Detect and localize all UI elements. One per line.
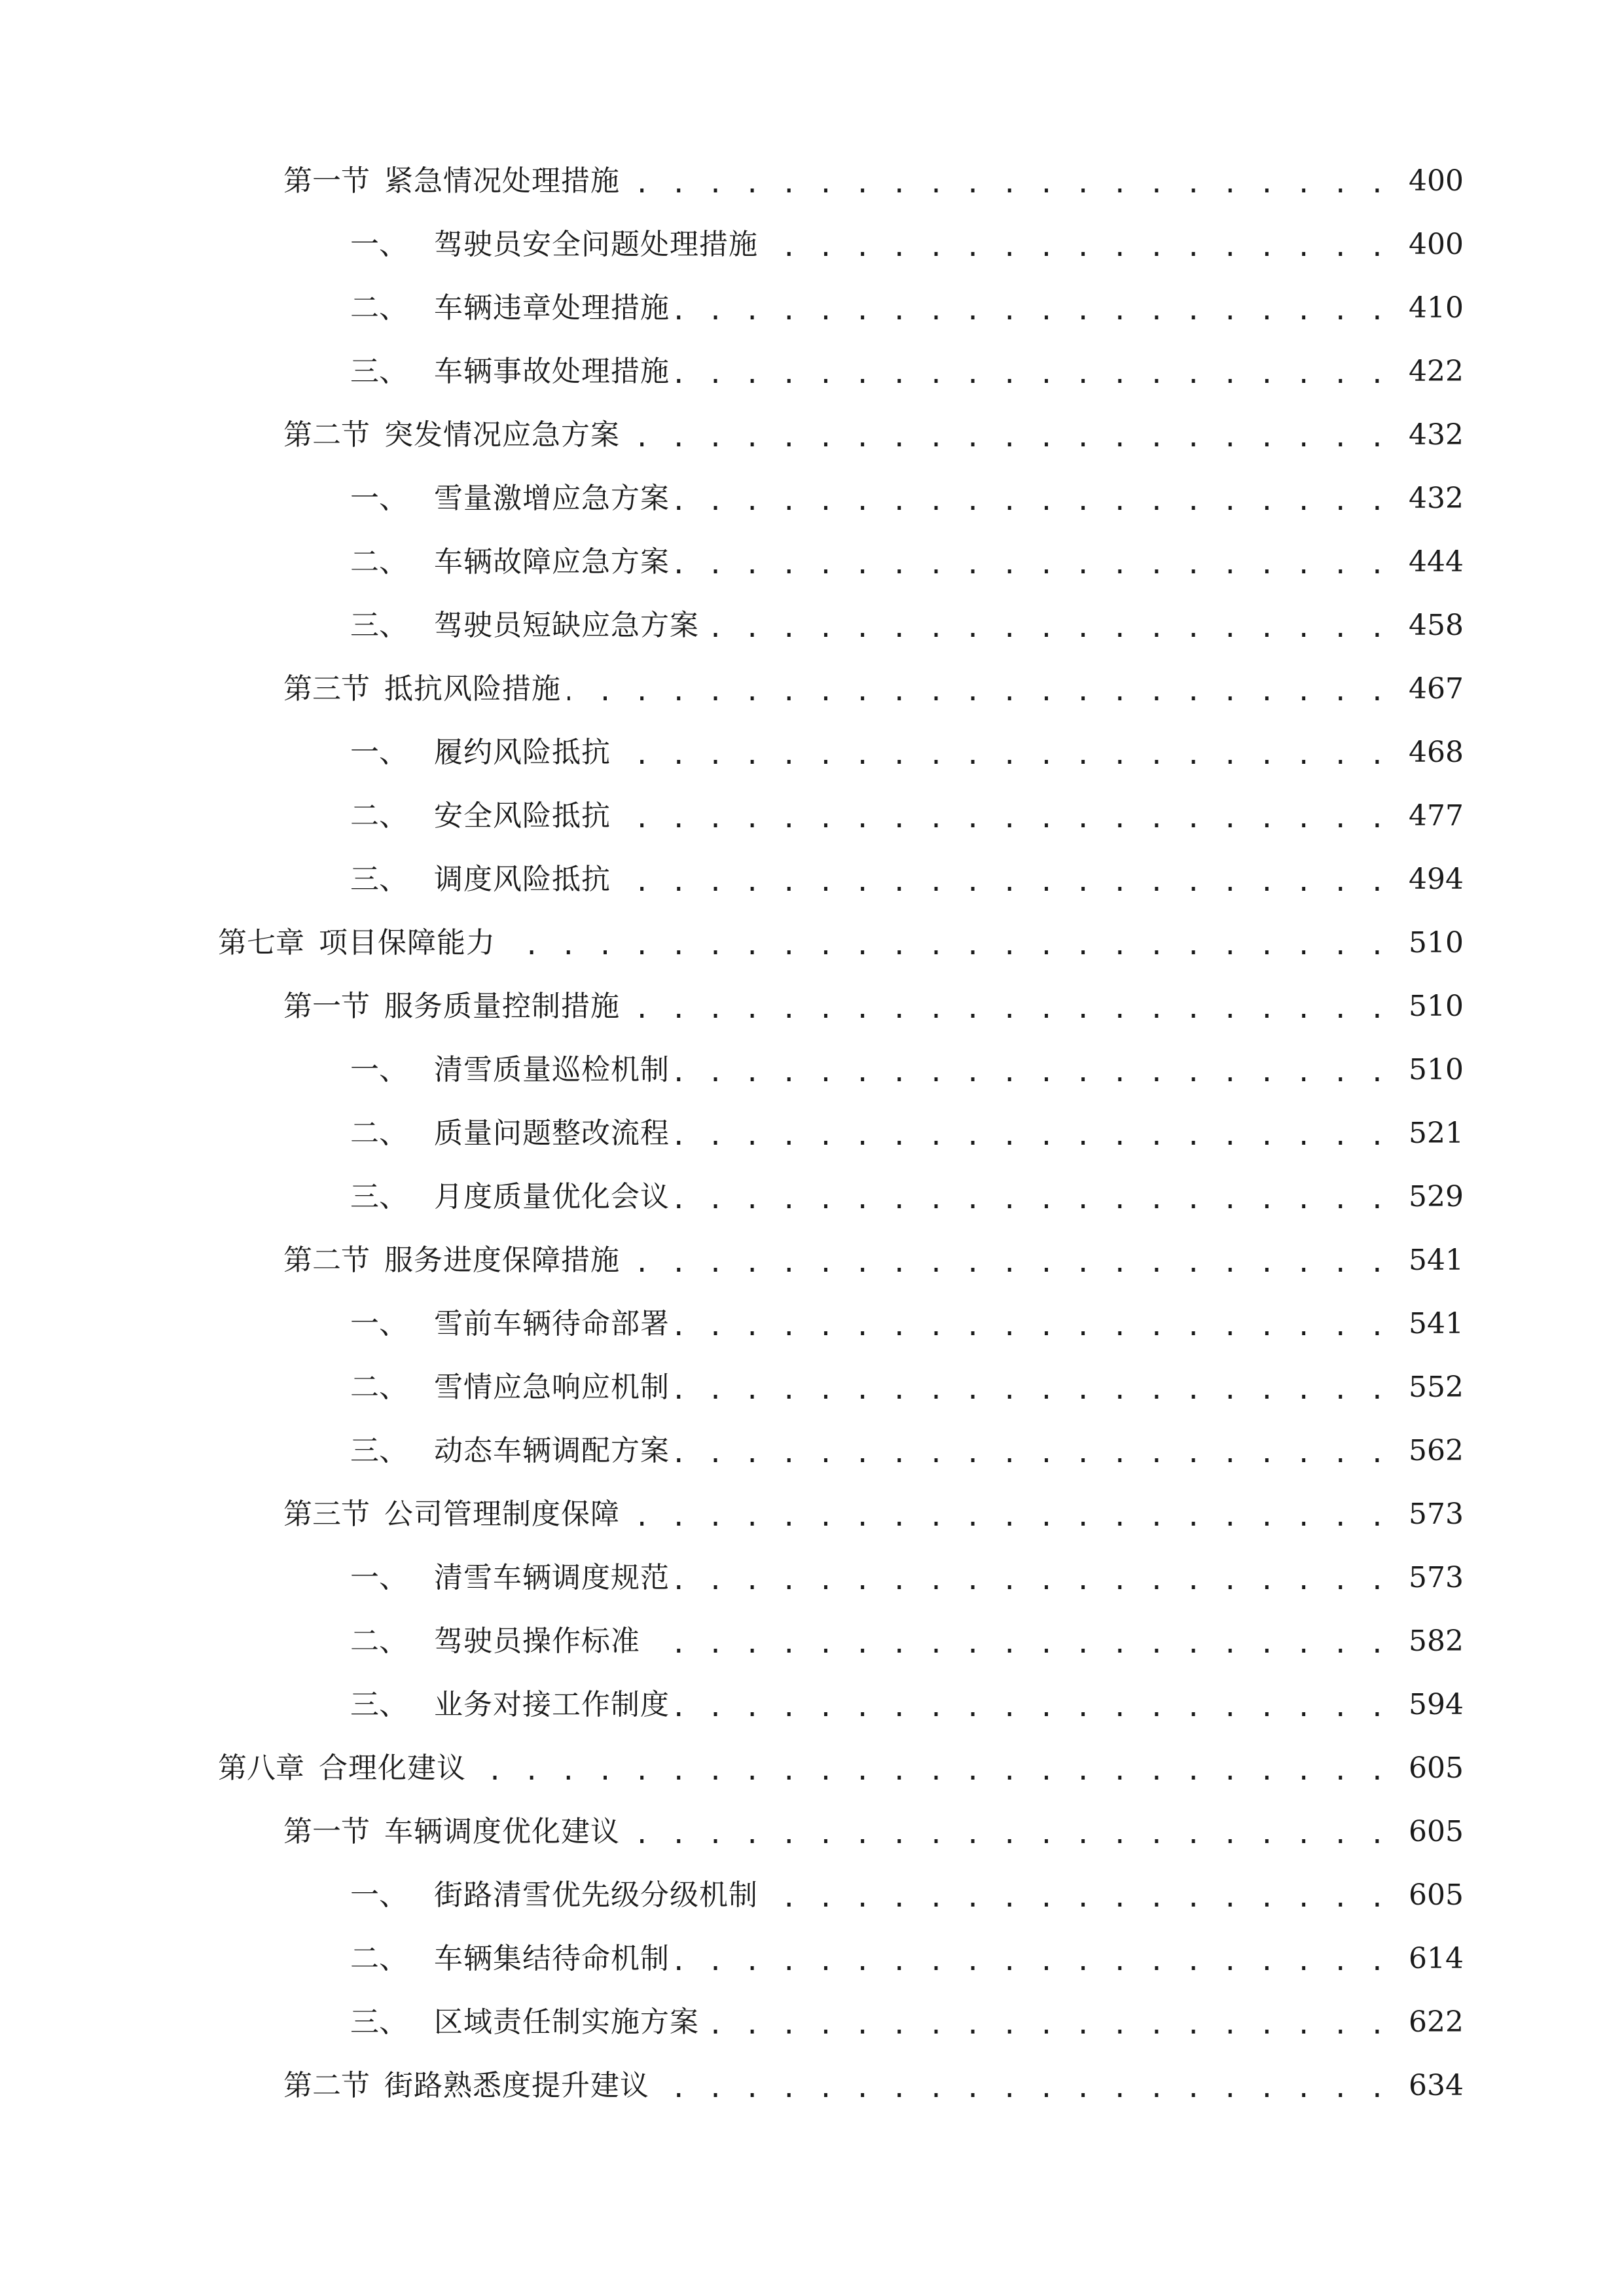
toc-section-entry[interactable] bbox=[0, 1800, 1624, 1863]
toc-page-number: 634 bbox=[1409, 2068, 1464, 2102]
toc-dot-leader bbox=[676, 1377, 1388, 1406]
toc-dot-leader bbox=[626, 425, 1388, 454]
toc-dot-leader bbox=[676, 1441, 1388, 1469]
toc-page-number: 605 bbox=[1409, 1751, 1464, 1785]
toc-entry-title: 车辆事故处理措施 bbox=[434, 354, 670, 388]
toc-page-number: 510 bbox=[1409, 989, 1464, 1023]
toc-dot-leader bbox=[676, 1123, 1388, 1152]
toc-page-number: 467 bbox=[1409, 672, 1464, 706]
toc-item-entry[interactable] bbox=[0, 276, 1624, 340]
toc-entry-title: 街路清雪优先级分级机制 bbox=[434, 1878, 758, 1912]
toc-entry-title: 合理化建议 bbox=[319, 1751, 466, 1785]
toc-entry-number: 第三节 bbox=[283, 1497, 370, 1531]
toc-entry-number: 第二节 bbox=[283, 1243, 370, 1277]
toc-dot-leader bbox=[568, 679, 1388, 708]
toc-entry-title: 月度质量优化会议 bbox=[434, 1179, 670, 1213]
toc-entry-title: 车辆集结待命机制 bbox=[434, 1941, 670, 1975]
toc-page-number: 422 bbox=[1409, 354, 1464, 388]
toc-entry-number: 三、 bbox=[350, 862, 408, 896]
toc-entry-number: 第二节 bbox=[283, 418, 370, 452]
toc-entry-number: 三、 bbox=[350, 1433, 408, 1467]
toc-dot-leader bbox=[676, 1568, 1388, 1596]
toc-page-number: 477 bbox=[1409, 798, 1464, 833]
toc-item-entry[interactable] bbox=[0, 594, 1624, 657]
toc-entry-title: 动态车辆调配方案 bbox=[434, 1433, 670, 1467]
toc-dot-leader bbox=[676, 298, 1388, 327]
toc-chapter-entry[interactable] bbox=[0, 1736, 1624, 1800]
toc-entry-title: 紧急情况处理措施 bbox=[384, 164, 620, 198]
toc-entry-number: 二、 bbox=[350, 545, 408, 579]
toc-entry-title: 业务对接工作制度 bbox=[434, 1687, 670, 1721]
toc-entry-title: 清雪车辆调度规范 bbox=[434, 1560, 670, 1594]
toc-item-entry[interactable] bbox=[0, 1292, 1624, 1355]
toc-item-entry[interactable] bbox=[0, 467, 1624, 530]
toc-dot-leader bbox=[626, 1821, 1388, 1850]
toc-page-number: 510 bbox=[1409, 925, 1464, 960]
toc-entry-number: 三、 bbox=[350, 354, 408, 388]
toc-entry-title: 突发情况应急方案 bbox=[384, 418, 620, 452]
toc-page-number: 562 bbox=[1409, 1433, 1464, 1467]
toc-page-number: 521 bbox=[1409, 1116, 1464, 1150]
toc-entry-title: 区域责任制实施方案 bbox=[434, 2005, 699, 2039]
toc-section-entry[interactable] bbox=[0, 149, 1624, 213]
toc-entry-number: 三、 bbox=[350, 608, 408, 642]
table-of-contents bbox=[0, 149, 1624, 2117]
toc-entry-title: 车辆故障应急方案 bbox=[434, 545, 670, 579]
toc-dot-leader bbox=[706, 2012, 1388, 2041]
toc-entry-title: 雪量激增应急方案 bbox=[434, 481, 670, 515]
toc-entry-title: 车辆违章处理措施 bbox=[434, 291, 670, 325]
toc-entry-number: 第七章 bbox=[218, 925, 304, 960]
toc-dot-leader bbox=[473, 1758, 1388, 1787]
toc-page-number: 494 bbox=[1409, 862, 1464, 896]
toc-item-entry[interactable] bbox=[0, 848, 1624, 911]
toc-page-number: 510 bbox=[1409, 1052, 1464, 1086]
toc-page-number: 622 bbox=[1409, 2005, 1464, 2039]
toc-item-entry[interactable] bbox=[0, 1165, 1624, 1229]
toc-dot-leader bbox=[617, 742, 1388, 771]
toc-item-entry[interactable] bbox=[0, 721, 1624, 784]
toc-entry-title: 安全风险抵抗 bbox=[434, 798, 611, 833]
toc-dot-leader bbox=[502, 933, 1388, 961]
toc-page-number: 594 bbox=[1409, 1687, 1464, 1721]
toc-section-entry[interactable] bbox=[0, 657, 1624, 721]
toc-entry-number: 三、 bbox=[350, 2005, 408, 2039]
toc-entry-number: 一、 bbox=[350, 1306, 408, 1340]
toc-item-entry[interactable] bbox=[0, 1102, 1624, 1165]
toc-item-entry[interactable] bbox=[0, 530, 1624, 594]
toc-section-entry[interactable] bbox=[0, 2054, 1624, 2117]
toc-entry-number: 二、 bbox=[350, 1624, 408, 1658]
toc-dot-leader bbox=[617, 869, 1388, 898]
toc-page-number: 573 bbox=[1409, 1497, 1464, 1531]
toc-entry-title: 雪前车辆待命部署 bbox=[434, 1306, 670, 1340]
toc-page-number: 432 bbox=[1409, 481, 1464, 515]
toc-entry-number: 二、 bbox=[350, 1370, 408, 1404]
toc-chapter-entry[interactable] bbox=[0, 911, 1624, 975]
toc-item-entry[interactable] bbox=[0, 1990, 1624, 2054]
toc-entry-number: 第二节 bbox=[283, 2068, 370, 2102]
toc-page-number: 468 bbox=[1409, 735, 1464, 769]
toc-entry-title: 驾驶员安全问题处理措施 bbox=[434, 227, 758, 261]
toc-entry-number: 一、 bbox=[350, 735, 408, 769]
toc-page-number: 400 bbox=[1409, 164, 1464, 198]
toc-entry-number: 一、 bbox=[350, 1560, 408, 1594]
toc-dot-leader bbox=[676, 1187, 1388, 1215]
toc-item-entry[interactable] bbox=[0, 784, 1624, 848]
toc-item-entry[interactable] bbox=[0, 340, 1624, 403]
toc-page-number: 410 bbox=[1409, 291, 1464, 325]
toc-entry-number: 一、 bbox=[350, 1052, 408, 1086]
toc-entry-number: 三、 bbox=[350, 1179, 408, 1213]
toc-dot-leader bbox=[765, 234, 1388, 263]
toc-page-number: 541 bbox=[1409, 1306, 1464, 1340]
toc-page-number: 444 bbox=[1409, 545, 1464, 579]
toc-entry-number: 第一节 bbox=[283, 1814, 370, 1848]
toc-entry-number: 一、 bbox=[350, 227, 408, 261]
toc-dot-leader bbox=[676, 361, 1388, 390]
toc-entry-title: 驾驶员操作标准 bbox=[434, 1624, 640, 1658]
toc-dot-leader bbox=[647, 1631, 1388, 1660]
toc-page-number: 573 bbox=[1409, 1560, 1464, 1594]
toc-dot-leader bbox=[617, 806, 1388, 834]
toc-item-entry[interactable] bbox=[0, 213, 1624, 276]
toc-item-entry[interactable] bbox=[0, 1038, 1624, 1102]
toc-page-number: 552 bbox=[1409, 1370, 1464, 1404]
toc-entry-title: 服务质量控制措施 bbox=[384, 989, 620, 1023]
toc-dot-leader bbox=[676, 552, 1388, 581]
toc-dot-leader bbox=[626, 996, 1388, 1025]
toc-entry-title: 清雪质量巡检机制 bbox=[434, 1052, 670, 1086]
toc-item-entry[interactable] bbox=[0, 1355, 1624, 1419]
toc-section-entry[interactable] bbox=[0, 975, 1624, 1038]
toc-entry-title: 服务进度保障措施 bbox=[384, 1243, 620, 1277]
toc-item-entry[interactable] bbox=[0, 1927, 1624, 1990]
toc-entry-title: 街路熟悉度提升建议 bbox=[384, 2068, 649, 2102]
toc-dot-leader bbox=[626, 171, 1388, 200]
toc-entry-title: 抵抗风险措施 bbox=[384, 672, 561, 706]
toc-item-entry[interactable] bbox=[0, 1673, 1624, 1736]
toc-dot-leader bbox=[626, 1504, 1388, 1533]
toc-entry-title: 质量问题整改流程 bbox=[434, 1116, 670, 1150]
toc-entry-number: 第一节 bbox=[283, 989, 370, 1023]
toc-dot-leader bbox=[676, 1314, 1388, 1342]
toc-entry-number: 三、 bbox=[350, 1687, 408, 1721]
toc-page-number: 605 bbox=[1409, 1814, 1464, 1848]
toc-page-number: 400 bbox=[1409, 227, 1464, 261]
toc-dot-leader bbox=[626, 1250, 1388, 1279]
toc-entry-number: 第一节 bbox=[283, 164, 370, 198]
toc-entry-number: 一、 bbox=[350, 481, 408, 515]
toc-entry-number: 二、 bbox=[350, 1941, 408, 1975]
toc-entry-number: 第八章 bbox=[218, 1751, 304, 1785]
toc-entry-number: 第三节 bbox=[283, 672, 370, 706]
toc-section-entry[interactable] bbox=[0, 1229, 1624, 1292]
toc-page-number: 458 bbox=[1409, 608, 1464, 642]
toc-item-entry[interactable] bbox=[0, 1863, 1624, 1927]
toc-item-entry[interactable] bbox=[0, 1419, 1624, 1482]
toc-dot-leader bbox=[656, 2075, 1388, 2104]
toc-section-entry[interactable] bbox=[0, 403, 1624, 467]
toc-page-number: 432 bbox=[1409, 418, 1464, 452]
toc-entry-title: 项目保障能力 bbox=[319, 925, 496, 960]
toc-page-number: 614 bbox=[1409, 1941, 1464, 1975]
toc-page-number: 541 bbox=[1409, 1243, 1464, 1277]
toc-dot-leader bbox=[706, 615, 1388, 644]
toc-entry-number: 二、 bbox=[350, 291, 408, 325]
toc-section-entry[interactable] bbox=[0, 1482, 1624, 1546]
toc-entry-title: 公司管理制度保障 bbox=[384, 1497, 620, 1531]
toc-entry-title: 调度风险抵抗 bbox=[434, 862, 611, 896]
toc-entry-number: 二、 bbox=[350, 798, 408, 833]
toc-entry-title: 驾驶员短缺应急方案 bbox=[434, 608, 699, 642]
toc-dot-leader bbox=[676, 1060, 1388, 1088]
toc-page-number: 605 bbox=[1409, 1878, 1464, 1912]
toc-page-number: 529 bbox=[1409, 1179, 1464, 1213]
toc-entry-number: 一、 bbox=[350, 1878, 408, 1912]
toc-entry-title: 履约风险抵抗 bbox=[434, 735, 611, 769]
toc-item-entry[interactable] bbox=[0, 1609, 1624, 1673]
toc-dot-leader bbox=[676, 1948, 1388, 1977]
toc-entry-number: 二、 bbox=[350, 1116, 408, 1150]
toc-page-number: 582 bbox=[1409, 1624, 1464, 1658]
toc-dot-leader bbox=[765, 1885, 1388, 1914]
toc-entry-title: 雪情应急响应机制 bbox=[434, 1370, 670, 1404]
toc-dot-leader bbox=[676, 488, 1388, 517]
toc-dot-leader bbox=[676, 1695, 1388, 1723]
toc-item-entry[interactable] bbox=[0, 1546, 1624, 1609]
toc-entry-title: 车辆调度优化建议 bbox=[384, 1814, 620, 1848]
